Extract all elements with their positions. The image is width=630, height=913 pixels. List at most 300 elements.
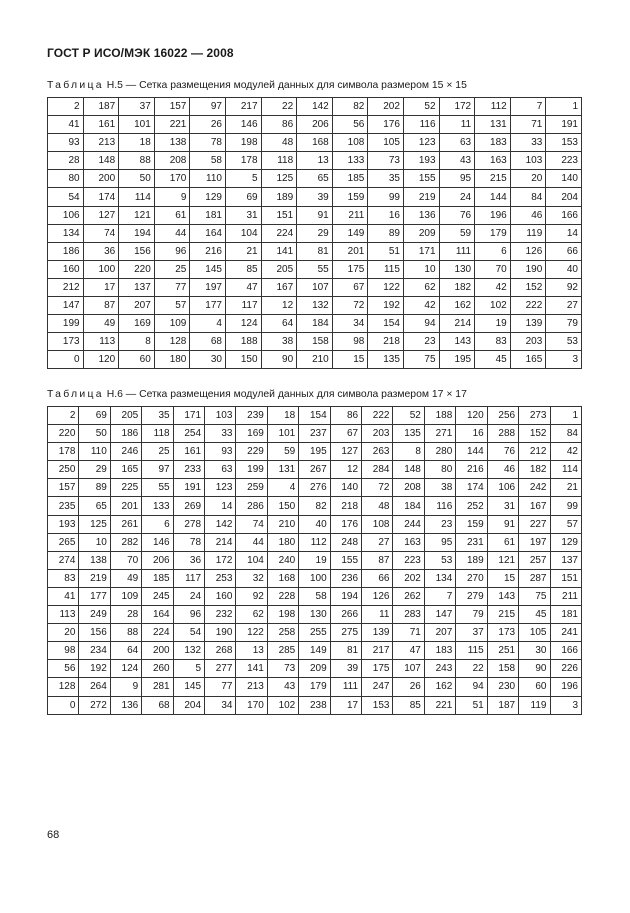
table-cell: 41	[48, 587, 79, 605]
table-cell: 184	[297, 315, 333, 333]
table-cell: 227	[519, 515, 550, 533]
table-cell: 171	[403, 242, 439, 260]
table-cell: 196	[550, 678, 582, 696]
table-cell: 186	[48, 242, 84, 260]
table-cell: 132	[297, 297, 333, 315]
table-row	[48, 152, 582, 170]
table-cell: 11	[439, 116, 475, 134]
table-cell: 129	[550, 533, 582, 551]
table-cell: 72	[362, 479, 393, 497]
table-cell: 123	[403, 134, 439, 152]
table-cell: 284	[362, 461, 393, 479]
table-cell: 218	[368, 333, 404, 351]
table-cell: 85	[393, 696, 424, 714]
table-cell: 113	[83, 333, 119, 351]
table-cell: 214	[205, 533, 236, 551]
table-cell: 221	[424, 696, 455, 714]
table-cell: 71	[510, 116, 546, 134]
table-cell: 116	[403, 116, 439, 134]
table-cell: 81	[297, 242, 333, 260]
table-cell: 266	[330, 606, 361, 624]
table-cell: 114	[550, 461, 582, 479]
table-cell: 255	[299, 624, 330, 642]
table-cell: 6	[475, 242, 511, 260]
table-cell: 79	[546, 315, 582, 333]
table-cell: 202	[368, 98, 404, 116]
table-cell: 189	[456, 551, 487, 569]
table-cell: 194	[330, 587, 361, 605]
table-cell: 44	[236, 533, 267, 551]
table-cell: 68	[142, 696, 173, 714]
table-cell: 231	[456, 533, 487, 551]
table-cell: 122	[236, 624, 267, 642]
table-row	[48, 479, 582, 497]
table-cell: 261	[110, 515, 141, 533]
table-cell: 139	[510, 315, 546, 333]
table-cell: 225	[110, 479, 141, 497]
table-cell: 46	[487, 461, 518, 479]
table-cell: 125	[79, 515, 110, 533]
table-cell: 179	[299, 678, 330, 696]
table-cell: 281	[142, 678, 173, 696]
table-cell: 43	[439, 152, 475, 170]
table-cell: 158	[297, 333, 333, 351]
table-cell: 206	[297, 116, 333, 134]
table-cell: 147	[424, 606, 455, 624]
table-cell: 54	[173, 624, 204, 642]
table-cell: 91	[297, 206, 333, 224]
table-cell: 219	[403, 188, 439, 206]
table-cell: 75	[519, 587, 550, 605]
table-row	[48, 696, 582, 714]
table-cell: 159	[456, 515, 487, 533]
table-cell: 232	[205, 606, 236, 624]
table-cell: 61	[487, 533, 518, 551]
table-cell: 11	[362, 606, 393, 624]
table-cell: 218	[330, 497, 361, 515]
table-cell: 282	[110, 533, 141, 551]
table-cell: 106	[48, 206, 84, 224]
table-cell: 138	[154, 134, 190, 152]
table-cell: 208	[393, 479, 424, 497]
table-cell: 201	[332, 242, 368, 260]
table-cell: 151	[550, 569, 582, 587]
table-cell: 190	[510, 260, 546, 278]
table-cell: 88	[119, 152, 155, 170]
table-cell: 125	[261, 170, 297, 188]
table-cell: 186	[110, 425, 141, 443]
table-cell: 153	[546, 134, 582, 152]
table-cell: 119	[510, 224, 546, 242]
table-cell: 176	[330, 515, 361, 533]
table2-caption-word: Таблица	[47, 389, 104, 400]
table-cell: 99	[368, 188, 404, 206]
table-cell: 205	[261, 260, 297, 278]
table-cell: 40	[546, 260, 582, 278]
table-cell: 180	[154, 351, 190, 369]
table-cell: 146	[225, 116, 261, 134]
table-cell: 176	[368, 116, 404, 134]
table-cell: 99	[550, 497, 582, 515]
table-cell: 8	[119, 333, 155, 351]
table-cell: 288	[487, 425, 518, 443]
table-cell: 80	[48, 170, 84, 188]
table-cell: 267	[299, 461, 330, 479]
table-cell: 82	[299, 497, 330, 515]
table-cell: 170	[154, 170, 190, 188]
table-cell: 105	[519, 624, 550, 642]
table-row	[48, 297, 582, 315]
table-cell: 215	[487, 606, 518, 624]
table-cell: 106	[487, 479, 518, 497]
table-cell: 220	[119, 260, 155, 278]
table-cell: 71	[393, 624, 424, 642]
table-row	[48, 587, 582, 605]
table-cell: 37	[456, 624, 487, 642]
table-cell: 81	[330, 642, 361, 660]
table-cell: 149	[299, 642, 330, 660]
table-cell: 165	[110, 461, 141, 479]
table-cell: 74	[83, 224, 119, 242]
table-cell: 5	[225, 170, 261, 188]
table-cell: 27	[546, 297, 582, 315]
table-cell: 160	[48, 260, 84, 278]
table-cell: 217	[362, 642, 393, 660]
table-cell: 275	[330, 624, 361, 642]
table-row	[48, 134, 582, 152]
table-cell: 58	[190, 152, 226, 170]
table-cell: 46	[510, 206, 546, 224]
table-cell: 39	[297, 188, 333, 206]
table-cell: 115	[368, 260, 404, 278]
table-cell: 154	[299, 407, 330, 425]
table-cell: 136	[110, 696, 141, 714]
table-cell: 208	[154, 152, 190, 170]
table-cell: 55	[142, 479, 173, 497]
table-cell: 131	[267, 461, 298, 479]
table-cell: 121	[119, 206, 155, 224]
table-row	[48, 224, 582, 242]
table-cell: 203	[510, 333, 546, 351]
table-cell: 64	[110, 642, 141, 660]
table-cell: 156	[119, 242, 155, 260]
table-cell: 0	[48, 351, 84, 369]
table-row	[48, 315, 582, 333]
table-cell: 27	[362, 533, 393, 551]
table2-caption	[47, 389, 467, 400]
table-cell: 235	[48, 497, 79, 515]
table-cell: 85	[225, 260, 261, 278]
table-cell: 201	[110, 497, 141, 515]
table-cell: 17	[83, 278, 119, 296]
table-cell: 89	[368, 224, 404, 242]
table-cell: 169	[236, 425, 267, 443]
table-cell: 190	[205, 624, 236, 642]
table-cell: 0	[48, 696, 79, 714]
table-cell: 24	[173, 587, 204, 605]
table-cell: 74	[236, 515, 267, 533]
table-cell: 126	[510, 242, 546, 260]
table-cell: 135	[368, 351, 404, 369]
table-cell: 18	[119, 134, 155, 152]
table-cell: 75	[403, 351, 439, 369]
table-cell: 133	[332, 152, 368, 170]
table-cell: 72	[332, 297, 368, 315]
table-cell: 198	[267, 606, 298, 624]
table-cell: 205	[110, 407, 141, 425]
table-cell: 86	[330, 407, 361, 425]
table-cell: 104	[225, 224, 261, 242]
table-cell: 56	[332, 116, 368, 134]
table-cell: 278	[173, 515, 204, 533]
table-cell: 70	[110, 551, 141, 569]
table-cell: 166	[546, 206, 582, 224]
table-row	[48, 569, 582, 587]
table-cell: 118	[261, 152, 297, 170]
table-cell: 80	[424, 461, 455, 479]
table-cell: 248	[330, 533, 361, 551]
table-cell: 69	[225, 188, 261, 206]
table-cell: 127	[83, 206, 119, 224]
table-cell: 36	[173, 551, 204, 569]
table-cell: 206	[142, 551, 173, 569]
table-cell: 19	[475, 315, 511, 333]
table-row	[48, 515, 582, 533]
table-cell: 188	[424, 407, 455, 425]
table-cell: 182	[519, 461, 550, 479]
table-cell: 197	[190, 278, 226, 296]
table-cell: 108	[362, 515, 393, 533]
table-cell: 193	[48, 515, 79, 533]
table-cell: 143	[487, 587, 518, 605]
table-cell: 50	[79, 425, 110, 443]
table-cell: 241	[550, 624, 582, 642]
table-cell: 264	[79, 678, 110, 696]
table-cell: 226	[550, 660, 582, 678]
table-cell: 15	[332, 351, 368, 369]
table-row	[48, 351, 582, 369]
table-cell: 17	[330, 696, 361, 714]
table-cell: 94	[456, 678, 487, 696]
table-cell: 51	[456, 696, 487, 714]
table-cell: 6	[142, 515, 173, 533]
table-cell: 90	[261, 351, 297, 369]
table-cell: 172	[205, 551, 236, 569]
table-cell: 254	[173, 425, 204, 443]
table-cell: 174	[456, 479, 487, 497]
table-row	[48, 660, 582, 678]
table-cell: 172	[439, 98, 475, 116]
table-cell: 173	[487, 624, 518, 642]
table-cell: 49	[110, 569, 141, 587]
table-cell: 4	[267, 479, 298, 497]
table-cell: 56	[48, 660, 79, 678]
table-cell: 141	[236, 660, 267, 678]
table-cell: 116	[424, 497, 455, 515]
table-cell: 159	[332, 188, 368, 206]
table-cell: 112	[475, 98, 511, 116]
table-cell: 7	[510, 98, 546, 116]
table-row	[48, 461, 582, 479]
table-cell: 110	[79, 443, 110, 461]
table-cell: 19	[299, 551, 330, 569]
table-cell: 51	[368, 242, 404, 260]
table-cell: 280	[424, 443, 455, 461]
table-cell: 109	[110, 587, 141, 605]
table-cell: 243	[424, 660, 455, 678]
table-cell: 30	[190, 351, 226, 369]
table-row	[48, 642, 582, 660]
table-cell: 147	[48, 297, 84, 315]
table-cell: 92	[546, 278, 582, 296]
table-cell: 273	[519, 407, 550, 425]
table-cell: 286	[236, 497, 267, 515]
table-cell: 8	[393, 443, 424, 461]
table-cell: 78	[173, 533, 204, 551]
table-cell: 22	[261, 98, 297, 116]
table-cell: 31	[225, 206, 261, 224]
table-cell: 57	[550, 515, 582, 533]
table-cell: 128	[48, 678, 79, 696]
table-cell: 69	[79, 407, 110, 425]
table-cell: 249	[79, 606, 110, 624]
table-cell: 150	[267, 497, 298, 515]
module-grid-table-17x17	[47, 406, 582, 715]
table-cell: 187	[487, 696, 518, 714]
table-cell: 223	[393, 551, 424, 569]
table-cell: 42	[475, 278, 511, 296]
table-cell: 20	[510, 170, 546, 188]
table-cell: 139	[362, 624, 393, 642]
table-cell: 84	[510, 188, 546, 206]
table-cell: 229	[236, 443, 267, 461]
table-cell: 88	[110, 624, 141, 642]
table-cell: 145	[190, 260, 226, 278]
table-cell: 209	[299, 660, 330, 678]
table-cell: 112	[299, 533, 330, 551]
table-row	[48, 278, 582, 296]
table-cell: 272	[79, 696, 110, 714]
table-cell: 189	[261, 188, 297, 206]
table-cell: 25	[142, 443, 173, 461]
table-cell: 114	[119, 188, 155, 206]
table-cell: 5	[173, 660, 204, 678]
table-cell: 277	[205, 660, 236, 678]
table-row	[48, 606, 582, 624]
table-cell: 120	[83, 351, 119, 369]
table-cell: 211	[550, 587, 582, 605]
table-cell: 157	[154, 98, 190, 116]
table-cell: 271	[424, 425, 455, 443]
document-header: ГОСТ Р ИСО/МЭК 16022 — 2008	[47, 46, 234, 60]
table-cell: 148	[83, 152, 119, 170]
table-cell: 138	[79, 551, 110, 569]
table-cell: 65	[297, 170, 333, 188]
table-cell: 35	[368, 170, 404, 188]
table-cell: 155	[403, 170, 439, 188]
table-cell: 148	[393, 461, 424, 479]
table-cell: 12	[261, 297, 297, 315]
table-cell: 167	[261, 278, 297, 296]
table-cell: 144	[475, 188, 511, 206]
table-cell: 142	[205, 515, 236, 533]
table-cell: 162	[424, 678, 455, 696]
table-cell: 246	[110, 443, 141, 461]
table-cell: 160	[205, 587, 236, 605]
table-cell: 194	[119, 224, 155, 242]
table-cell: 59	[267, 443, 298, 461]
table-cell: 109	[154, 315, 190, 333]
table-cell: 52	[393, 407, 424, 425]
table-cell: 185	[142, 569, 173, 587]
table-cell: 2	[48, 98, 84, 116]
table-cell: 133	[142, 497, 173, 515]
table-cell: 102	[475, 297, 511, 315]
table-cell: 191	[173, 479, 204, 497]
table-cell: 94	[403, 315, 439, 333]
table-cell: 210	[267, 515, 298, 533]
table-cell: 145	[173, 678, 204, 696]
table-cell: 21	[225, 242, 261, 260]
table-cell: 164	[190, 224, 226, 242]
table-cell: 168	[267, 569, 298, 587]
table-row	[48, 170, 582, 188]
table-cell: 64	[261, 315, 297, 333]
table-cell: 211	[332, 206, 368, 224]
table1-caption-text: Н.5 — Сетка размещения модулей данных для символа размером 15 × 15	[103, 80, 467, 91]
table-cell: 195	[299, 443, 330, 461]
table-cell: 117	[225, 297, 261, 315]
table-cell: 161	[83, 116, 119, 134]
table-cell: 23	[403, 333, 439, 351]
table-cell: 91	[487, 515, 518, 533]
table-cell: 76	[439, 206, 475, 224]
table-cell: 152	[510, 278, 546, 296]
table-cell: 60	[519, 678, 550, 696]
table-cell: 198	[225, 134, 261, 152]
table-cell: 222	[362, 407, 393, 425]
table-cell: 59	[439, 224, 475, 242]
table-cell: 12	[330, 461, 361, 479]
table-cell: 155	[330, 551, 361, 569]
table-cell: 250	[48, 461, 79, 479]
table-cell: 38	[424, 479, 455, 497]
table-cell: 61	[154, 206, 190, 224]
table-cell: 28	[48, 152, 84, 170]
table-cell: 22	[456, 660, 487, 678]
table-cell: 260	[142, 660, 173, 678]
table-cell: 9	[110, 678, 141, 696]
table-cell: 111	[439, 242, 475, 260]
table-cell: 3	[550, 696, 582, 714]
table-cell: 102	[267, 696, 298, 714]
table-row	[48, 333, 582, 351]
table-row	[48, 624, 582, 642]
table-cell: 164	[142, 606, 173, 624]
table-cell: 252	[456, 497, 487, 515]
table-cell: 67	[330, 425, 361, 443]
table-cell: 146	[142, 533, 173, 551]
table-cell: 276	[299, 479, 330, 497]
table-cell: 175	[362, 660, 393, 678]
table-cell: 113	[48, 606, 79, 624]
table-cell: 115	[456, 642, 487, 660]
table-cell: 107	[297, 278, 333, 296]
table-cell: 177	[79, 587, 110, 605]
table-cell: 134	[48, 224, 84, 242]
table1-caption	[47, 80, 467, 91]
table-cell: 174	[83, 188, 119, 206]
